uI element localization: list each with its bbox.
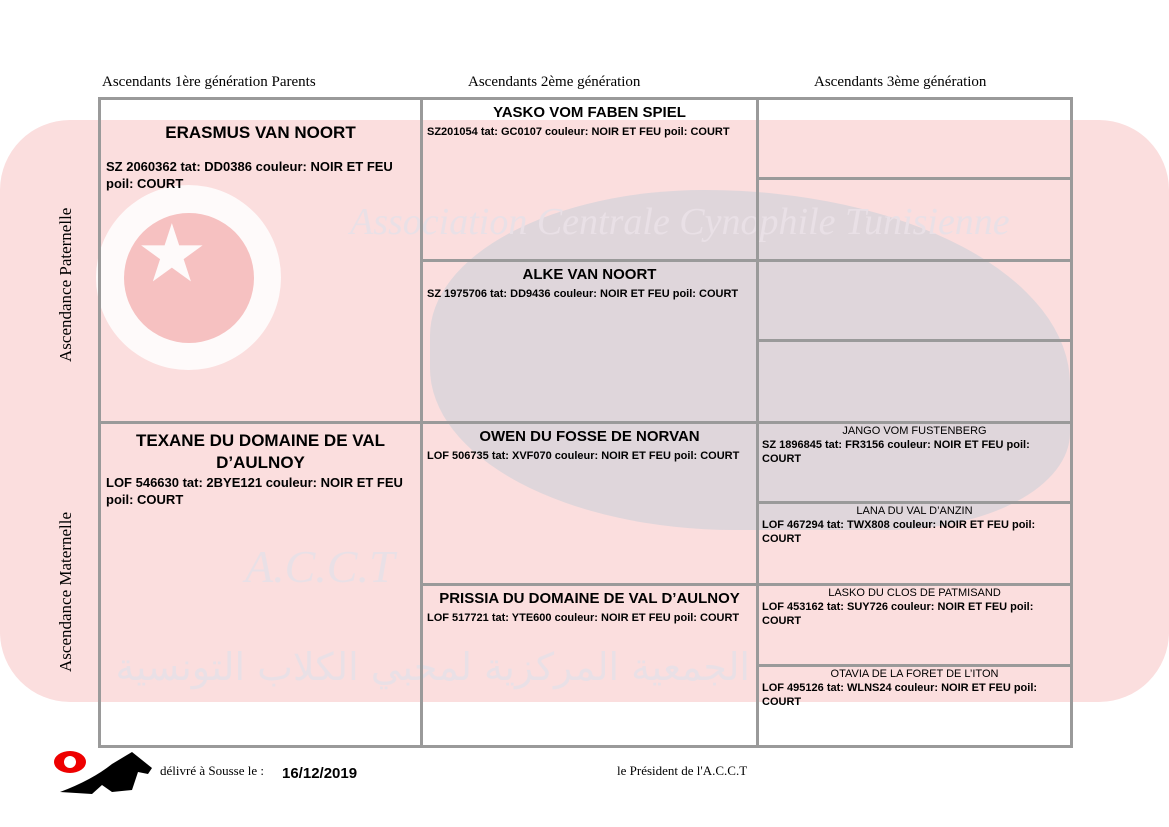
gen3-cell [756,664,1073,748]
acct-logo [52,750,157,795]
gen3-cell [756,339,1073,424]
gen2-cell [420,583,759,748]
gen3-cell [756,583,1073,667]
dog-name: YASKO VOM FABEN SPIEL [493,104,686,121]
dog-name: TEXANE DU DOMAINE DE VAL D’AULNOY [135,431,386,472]
dog-details: SZ201054 tat: GC0107 couleur: NOIR ET FEU poil: COURT [427,126,730,138]
dog-name: ALKE VAN NOORT [522,266,657,283]
president-label: le Président de l'A.C.C.T [617,763,748,778]
side-label-paternal: Ascendance Paternelle [56,207,75,362]
gen3-cell [756,177,1073,262]
dog-details: LOF 453162 tat: SUY726 couleur: NOIR ET FEU poil: COURT [762,601,1034,627]
gen3-cell [756,501,1073,586]
gen3-cell [756,421,1073,504]
dog-name: LANA DU VAL D’ANZIN [856,505,973,517]
dog-name: JANGO VOM FUSTENBERG [842,425,987,437]
gen2-cell [420,421,759,586]
dog-details: LOF 495126 tat: WLNS24 couleur: NOIR ET FEU poil: COURT [762,682,1038,708]
header-gen3: Ascendants 3ème génération [814,74,987,90]
gen3-cell [756,259,1073,342]
gen2-cell [420,259,759,424]
dog-details: LOF 546630 tat: 2BYE121 couleur: NOIR ET FEU poil: COURT [106,475,403,507]
dog-details: SZ 1975706 tat: DD9436 couleur: NOIR ET FEU poil: COURT [427,288,739,300]
dog-details: SZ 1896845 tat: FR3156 couleur: NOIR ET FEU poil: COURT [762,439,1030,465]
header-gen1: Ascendants 1ère génération Parents [102,74,316,90]
dog-details: LOF 506735 tat: XVF070 couleur: NOIR ET FEU poil: COURT [427,450,740,462]
dog-details: LOF 517721 tat: YTE600 couleur: NOIR ET FEU poil: COURT [427,612,740,624]
header-gen2: Ascendants 2ème génération [468,74,641,90]
dog-name: LASKO DU CLOS DE PATMISAND [828,587,1001,599]
watermark-title: Association Centrale Cynophile Tunisienne [350,201,1010,243]
dog-details: LOF 467294 tat: TWX808 couleur: NOIR ET FEU poil: COURT [762,519,1036,545]
tunisia-flag-watermark: ★ [96,185,281,370]
dam-cell [98,421,423,748]
watermark-arabic: الجمعية المركزية لمحبي الكلاب التونسية [115,645,750,689]
issue-date: 16/12/2019 [282,765,358,782]
sire-cell [98,97,423,424]
watermark-acct: A.C.C.T [245,541,395,592]
dog-name: ERASMUS VAN NOORT [165,123,356,142]
dog-name: OWEN DU FOSSE DE NORVAN [479,428,700,445]
delivered-label: délivré à Sousse le : [160,763,264,778]
gen3-cell [756,97,1073,180]
gen2-cell [420,97,759,262]
dog-name: OTAVIA DE LA FORET DE L’ITON [830,668,999,680]
dog-details: SZ 2060362 tat: DD0386 couleur: NOIR ET FEU poil: COURT [106,159,393,191]
side-label-maternal: Ascendance Maternelle [56,512,75,672]
dog-name: PRISSIA DU DOMAINE DE VAL D’AULNOY [439,590,740,607]
